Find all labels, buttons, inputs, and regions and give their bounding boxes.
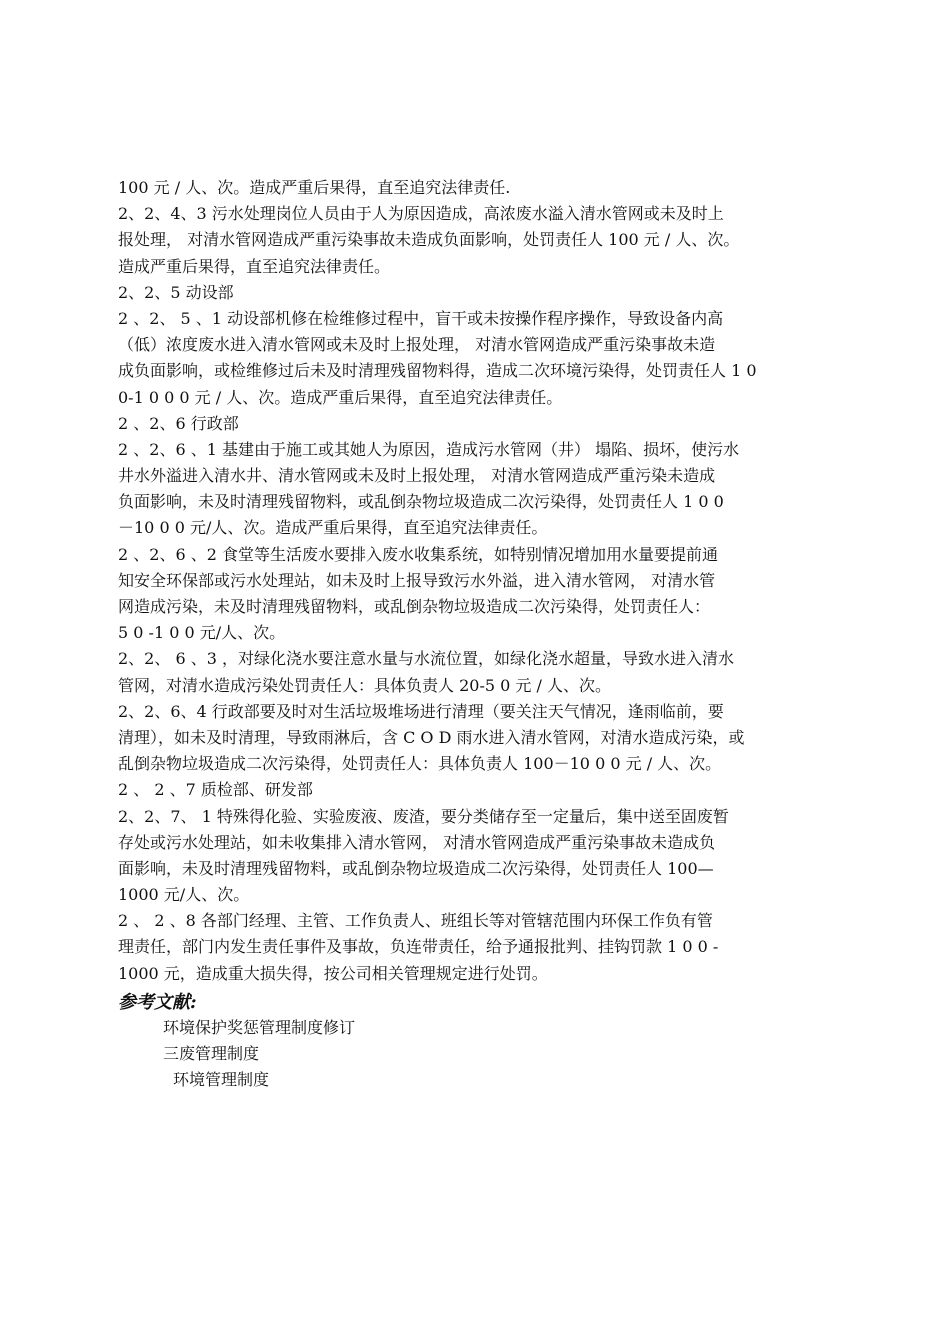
body-text-line: 存处或污水处理站，如未收集排入清水管网， 对清水管网造成严重污染事故未造成负 [118,832,716,852]
body-text-line: 乱倒杂物垃圾造成二次污染得，处罚责任人：具体负责人 100－10 0 0 元 / 人、次。 [118,754,722,774]
body-text-line: 2 、2、6 、1 基建由于施工或其她人为原因，造成污水管网（井） 塌陷、损坏，使污水 [118,439,740,459]
references-heading: 参考文献: [118,992,197,1013]
body-text-line: 成负面影响，或检维修过后未及时清理残留物料得，造成二次环境污染得，处罚责任人 1 0 [118,361,757,381]
body-text-line: 2、2、4、3 污水处理岗位人员由于人为原因造成，高浓废水溢入清水管网或未及时上 [118,204,724,224]
reference-item: 环境保护奖惩管理制度修订 [163,1018,356,1037]
body-text-line: 0-1 0 0 0 元 / 人、次。造成严重后果得，直至追究法律责任。 [118,387,563,407]
body-text-line: 网造成污染，未及时清理残留物料，或乱倒杂物垃圾造成二次污染得，处罚责任人： [118,597,711,616]
document-body [118,175,842,987]
reference-item: 三废管理制度 [163,1044,260,1063]
body-text-line: （低）浓度废水进入清水管网或未及时上报处理， 对清水管网造成严重污染事故未造 [118,335,716,355]
body-text-line: 造成严重后果得，直至追究法律责任。 [118,256,391,276]
body-text-line: 1000 元/人、次。 [118,885,250,905]
body-text-line: 井水外溢进入清水井、清水管网或未及时上报处理， 对清水管网造成严重污染未造成 [118,466,716,486]
body-text-line: 2、2、5 动设部 [118,282,234,302]
body-text-line: 5 0 -1 0 0 元/人、次。 [118,623,286,643]
body-text-line: 负面影响，未及时清理残留物料，或乱倒杂物垃圾造成二次污染得，处罚责任人 1 0 0 [118,492,724,512]
body-text-line: 理责任，部门内发生责任事件及事故，负连带责任，给予通报批判、挂钩罚款 1 0 0 - [118,937,719,957]
body-text-line: 2 、2、6 、2 食堂等生活废水要排入废水收集系统，如特别情况增加用水量要提前通 [118,544,718,564]
body-text-line: 知安全环保部或污水处理站，如未及时上报导致污水外溢，进入清水管网， 对清水管 [118,570,716,590]
body-text-line: 1000 元，造成重大损失得，按公司相关管理规定进行处罚。 [118,963,548,983]
body-text-line: －10 0 0 元/人、次。造成严重后果得，直至追究法律责任。 [118,518,548,538]
reference-item: 环境管理制度 [173,1070,270,1089]
body-text-line: 100 元 / 人、次。造成严重后果得，直至追究法律责任. [118,178,511,197]
body-text-line: 2、2、 6 、3 ，对绿化浇水要注意水量与水流位置，如绿化浇水超量，导致水进入清水 [118,649,734,669]
body-text-line: 2 、 2 、7 质检部、研发部 [118,780,313,800]
body-text-line: 管网，对清水造成污染处罚责任人：具体负责人 20-5 0 元 / 人、次。 [118,675,611,695]
body-text-line: 2 、2、6 行政部 [118,413,239,433]
body-text-line: 清理），如未及时清理，导致雨淋后，含 C O D 雨水进入清水管网，对清水造成污染，或 [118,727,745,747]
body-text-line: 2 、2、 5 、1 动设部机修在检维修过程中，盲干或未按操作程序操作，导致设备内高 [118,308,724,328]
body-text-line: 面影响，未及时清理残留物料，或乱倒杂物垃圾造成二次污染得，处罚责任人 100— [118,858,714,878]
body-text-line: 2 、 2 、8 各部门经理、主管、工作负责人、班组长等对管辖范围内环保工作负有管 [118,911,713,931]
body-text-line: 报处理， 对清水管网造成严重污染事故未造成负面影响，处罚责任人 100 元 / 人、次。 [118,230,740,250]
body-text-line: 2、2、7、 1 特殊得化验、实验废液、废渣，要分类储存至一定量后，集中送至固废暂 [118,806,729,826]
body-text-line: 2、2、6、4 行政部要及时对生活垃圾堆场进行清理（要关注天气情况，逢雨临前，要 [118,701,724,721]
